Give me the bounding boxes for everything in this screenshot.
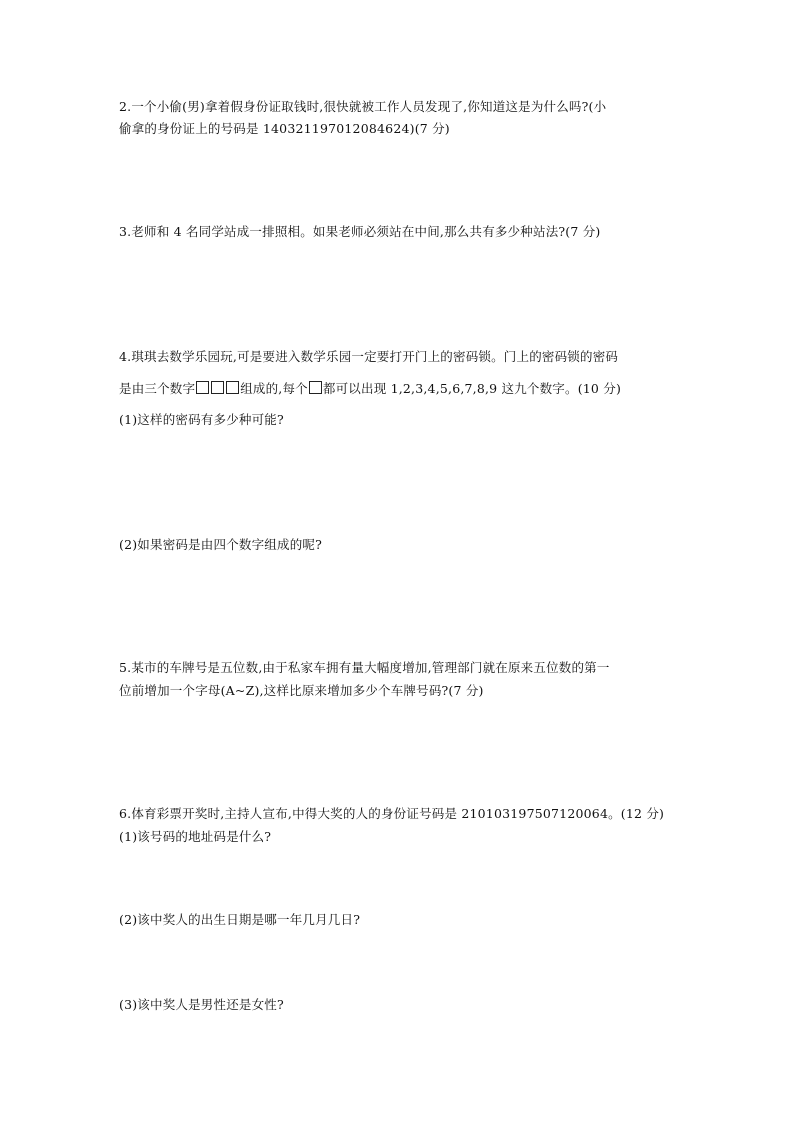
question-4-line-1: 4.琪琪去数学乐园玩,可是要进入数学乐园一定要打开门上的密码锁。门上的密码锁的密码	[119, 349, 619, 364]
question-6-line-1: 6.体育彩票开奖时,主持人宣布,中得大奖的人的身份证号码是 210103197507120064。(12 分)	[119, 806, 665, 821]
question-4-line-2-part-b: 组成的,每个	[240, 381, 308, 396]
blank-box	[196, 381, 209, 394]
question-5-line-1: 5.某市的车牌号是五位数,由于私家车拥有量大幅度增加,管理部门就在原来五位数的第一	[119, 660, 610, 675]
question-5-line-2: 位前增加一个字母(A~Z),这样比原来增加多少个车牌号码?(7 分)	[119, 683, 484, 698]
question-4-sub-2: (2)如果密码是由四个数字组成的呢?	[119, 537, 323, 552]
question-6-sub-1: (1)该号码的地址码是什么?	[119, 829, 272, 844]
blank-box	[226, 381, 239, 394]
blank-box	[211, 381, 224, 394]
question-3-line-1: 3.老师和 4 名同学站成一排照相。如果老师必须站在中间,那么共有多少种站法?(7 分)	[119, 224, 601, 239]
blank-box	[309, 381, 322, 394]
question-2-line-2: 偷拿的身份证上的号码是 140321197012084624)(7 分)	[119, 121, 450, 136]
question-4-sub-1: (1)这样的密码有多少种可能?	[119, 412, 284, 427]
question-4-line-2-part-c: 都可以出现 1,2,3,4,5,6,7,8,9 这九个数字。(10 分)	[322, 381, 622, 396]
question-6-sub-2: (2)该中奖人的出生日期是哪一年几月几日?	[119, 912, 361, 927]
question-6-sub-3: (3)该中奖人是男性还是女性?	[119, 997, 284, 1012]
question-4-line-2	[119, 381, 621, 397]
question-2-line-1: 2.一个小偷(男)拿着假身份证取钱时,很快就被工作人员发现了,你知道这是为什么吗?(小	[119, 99, 607, 114]
question-4-line-2-part-a: 是由三个数字	[119, 381, 196, 396]
